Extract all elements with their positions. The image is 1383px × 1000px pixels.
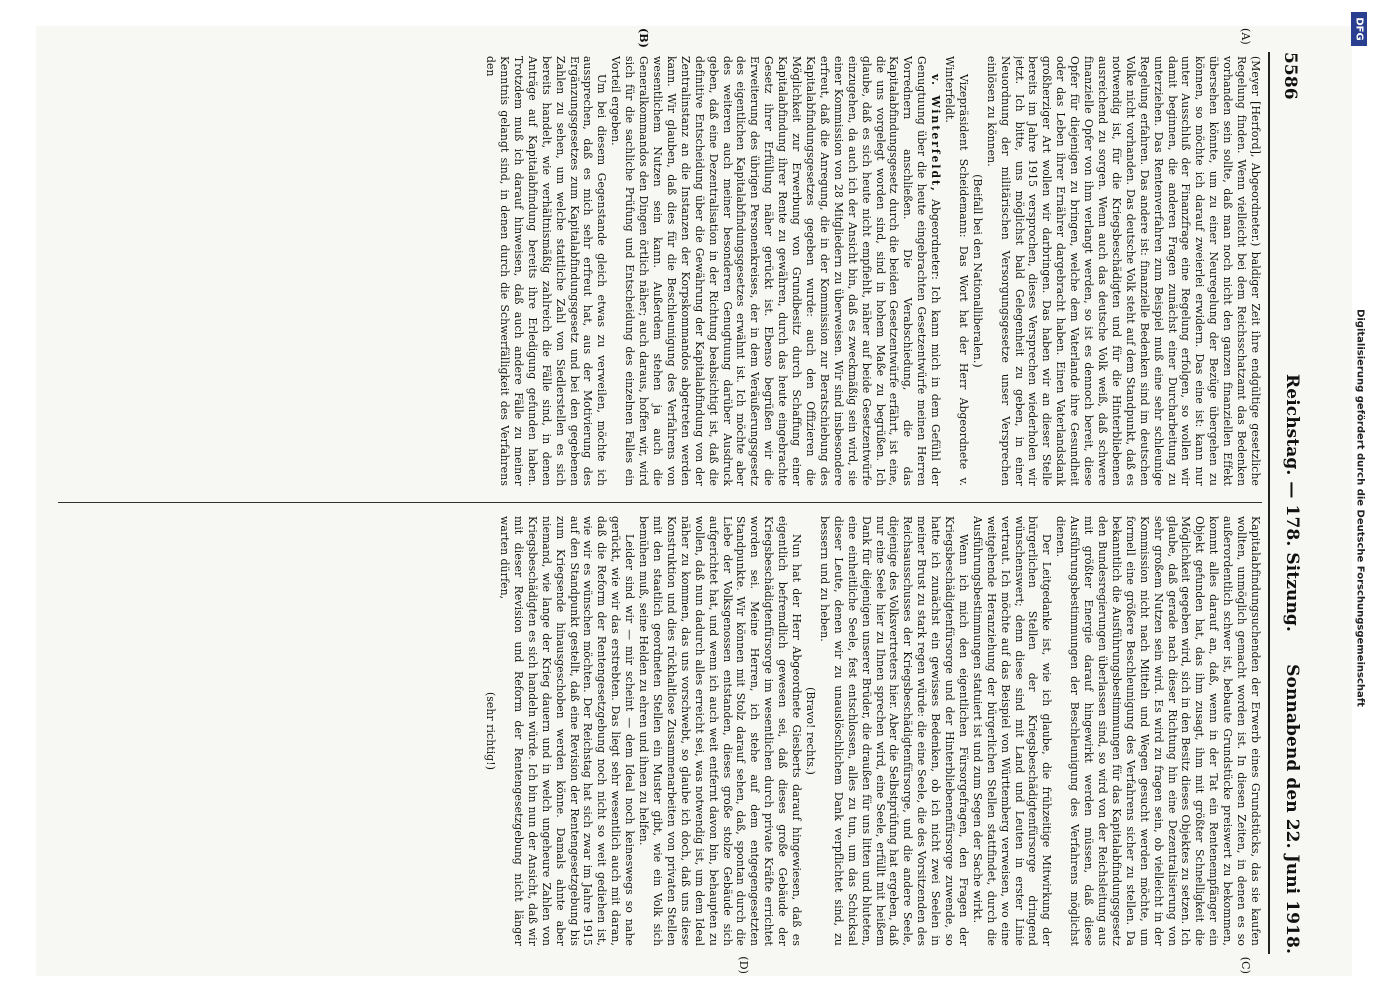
applause-note: (sehr richtig!) (484, 691, 498, 771)
margin-mark-d: (D) (737, 956, 750, 974)
margin-mark-b: (B) (637, 28, 650, 49)
page-number: 5586 (1280, 52, 1300, 100)
digitization-watermark (1340, 8, 1380, 998)
paragraph: Leider sind wir — mir scheint — dem Ideal noch keineswegs so nahe gerückt, wie wir das erstrebten. Das liegt sehr wesentlich auch mit daran, daß die Reform der Rentengesetzgebung noch nicht so weit gediehen ist, wie wir es wünschen möchten. Der Reichstag hat sich zwar im Jahre 1915 auf den Standpunkt gestellt, daß eine Revision der Rentengesetzgebung bis zum Kriegsende hinausgeschoben werden könne. Damals ahnte aber niemand, wie lange der Krieg dauern und in welch ungeheure Zahlen von Kriegsbeschädigten es sich handeln würde. Ich bin nun der Ansicht, daß wir mit dieser Revision und Reform der Rentengesetzgebung nicht länger warten dürfen, (498, 516, 637, 946)
applause-note: (Beifall bei den Nationalliberalen.) (970, 174, 984, 368)
watermark-text: Digitalisierung gefördert durch die Deutsche Forschungsgemeinschaft (1354, 309, 1366, 707)
paragraph: Nun hat der Herr Abgeordnete Giesberts darauf hingewiesen, daß es eigentlich befremdlich gewesen sei, daß dieses große Gebäude der Kriegsbeschädigtenfürsorge im wesentlichen durch private Kräfte errichtet worden sei. Meine Herren, ich stehe auf dem entgegengesetzten Standpunkte. Wir können mit Stolz darauf sehen, daß, spontan durch die Liebe der Volksgenossen entstanden, dieses große stolze Gebäude sich aufgerichtet hat, und wenn ich auch weit entfernt davon bin, behaupten zu wollen, daß nun dadurch alles erreicht sei, was notwendig ist, um dem Ideal näher zu kommen, das uns vorschwebt, so glaube ich doch, daß uns diese Konstruktion und dies rückhaltlose Zusammenarbeiten von privaten Stellen mit den staatlich geordneten Stellen ein Muster gibt, wie ein Volk sich bemühen muß, seine Helden zu ehren und ihnen zu helfen. (637, 516, 804, 946)
left-column (58, 56, 1262, 486)
speaker-tag: (Meyer [Herford], Abgeordneter.) (1249, 56, 1262, 247)
paragraph: Um bei diesem Gegenstande gleich etwas zu verweilen, möchte ich aussprechen, daß es mich sehr erfreut hat, aus der Motivierung des Ergänzungsgesetzes zum Kapitalabfindungsgesetz und bei den gegebenen Zahlen zu sehen, um welche stattliche Zahl von Siedlerstellen es sich bereits handelt, wie verhältnismäßig zahlreich die Fälle sind, in denen Anträge auf Kapitalabfindung bereits ihre Erledigung gefunden haben. Trotzdem muß ich darauf hinweisen, daß auch andere Fälle zu meiner Kenntnis gelangt sind, in denen durch die Schwerfälligkeit des Verfahrens den (484, 56, 609, 486)
paragraph (608, 56, 942, 486)
speaker-name: v. Winterfeldt, (929, 74, 943, 193)
column-divider (58, 502, 1262, 503)
session-date: Sonnabend den 22. Juni 1918. (1282, 664, 1302, 954)
header-rule (1268, 52, 1270, 954)
paragraph: Kapitalabfindungsuchenden der Erwerb eines Grundstücks, das sie kaufen wollten, unmöglich gemacht worden ist. In diesen Zeiten, in denen es so außerordentlich schwer ist, bebaute Grundstücke preiswert zu bekommen, kommt alles darauf an, daß, wenn in der Tat ein Rentenempfänger ein Objekt gefunden hat, das ihm zusagt, ihm mit größter Schnelligkeit die Möglichkeit gegeben wird, sich in den Besitz dieses Objektes zu setzen. Ich glaube, daß gerade nach dieser Richtung hin eine Dezentralisierung von sehr großem Nutzen sein wird. Es wird zu fragen sein, ob vielleicht in der Kommission nicht nach Mitteln und Wegen gesucht werden möchte, um formell eine größere Beschleunigung des Verfahrens sicher zu stellen. Da bekanntlich die Ausführungsbestimmungen für das Kapitalabfindungsgesetz den Bundesregierungen überlassen sind, so wird von der Reichsleitung aus mit größter Energie darauf hingewirkt werden müssen, daß diese Ausführungsbestimmungen der Beschleunigung des Verfahrens möglichst dienen. (1054, 516, 1262, 946)
paragraph: Vizepräsident Scheidemann: Das Wort hat der Herr Abgeordnete v. Winterfeldt. (943, 56, 970, 486)
margin-mark-c: (C) (1239, 956, 1252, 974)
dfg-logo: DFG (1351, 12, 1367, 46)
scanned-page (36, 26, 1352, 976)
paragraph: Wenn ich mich den eigentlichen Fürsorgefragen, den Fragen der Kriegsbeschädigtenfürsorge und der Hinterbliebenenfürsorge zuwende, so hatte ich zunächst ein gewisses Bedenken, ob ich nicht zwei Seelen in meiner Brust zu stark regen würde: die eine Seele, die des Vorsitzenden des Reichsausschusses der Kriegsbeschädigtenfürsorge, und die andere Seele, diejenige des Volksvertreters hier. Aber die Selbstprüfung hat ergeben, daß nur eine Seele hier zu Ihnen sprechen wird, eine Seele, erfüllt mit heißem Dank für diejenigen unserer Brüder, die draußen für uns litten und bluteten, eine einheitliche Seele, fest entschlossen, alles zu tun, um das Schicksal dieser Leute, denen wir zu unauslöschlichem Dank verpflichtet sind, zu bessern und zu heben. (817, 516, 970, 946)
right-column (58, 516, 1262, 946)
paragraph-text: baldiger Zeit ihre endgültige gesetzliche Regelung finden. Wenn vielleicht bei dem Reichsschatzamt das Bedenken vorhanden sein sollte, daß man noch nicht den ganzen finanziellen Effekt übersehen könnte, um zu einer Neuregelung der Bezüge übergehen zu können, so möchte ich darauf zweierlei erwidern. Das eine ist: kann nur unter Ausschluß der Finanzfrage eine Regelung erfolgen, so wollen wir damit beginnen, die anderen Fragen zunächst einer Durcharbeitung zu unterziehen. Das Rentenverfahren zum Beispiel muß eine sehr schleunige Regelung erfahren. Das andere ist: finanzielle Bedenken sind im deutschen Volke nicht vorhanden. Das deutsche Volk steht auf dem Standpunkt, daß es notwendig ist, für die Kriegsbeschädigten und für die Hinterbliebenen ausreichend zu sorgen. Wenn auch das deutsche Volk weiß, daß schwere finanzielle Opfer von ihm verlangt werden, so ist es dennoch bereit, diese Opfer für diejenigen zu bringen, welche dem Vaterlande ihre Gesundheit oder das Leben ihrer Ernährer dargebracht haben. Einen Vaterlandsdank großherziger Art wollen wir darbringen. Das haben wir an dieser Stelle bereits im Jahre 1915 versprochen, dieses Versprechen wiederholen wir jetzt. Ich bitte, uns möglichst bald Gelegenheit zu geben, in einer Neuordnung der militärischen Versorgungsgesetze unser Versprechen einlösen zu können. (984, 56, 1262, 486)
paragraph: Der Leitgedanke ist, wie ich glaube, die frühzeitige Mitwirkung der bürgerlichen Stellen der Kriegsbeschädigtenfürsorge dringend wünschenswert; denn diese sind mit Land und Leuten in erster Linie vertraut. Ich möchte auf das Beispiel von Württemberg verweisen, wo eine weitgehende Heranziehung der bürgerlichen Stellen stattfindet, durch die Ausführungsbestimmungen statuiert ist und zum Segen der Sache wirkt. (970, 516, 1054, 946)
page-title: Reichstag. — 178. Sitzung. (1282, 374, 1302, 632)
rotated-page (44, 26, 1310, 976)
applause-note: (Bravo! rechts.) (804, 687, 817, 775)
page-header (1270, 52, 1300, 954)
margin-mark-a: (A) (1239, 28, 1252, 45)
paragraph (984, 56, 1262, 486)
paragraph-text: Abgeordneter: Ich kann mich in dem Gefühl der Genugtuung über die heute eingebrachten Gesetzentwürfe meinen Herren Vorrednern anschließen. Die Verabschiedung, die das Kapitalabfindungsgesetz durch die beiden Gesetzentwürfe erfährt, ist eine, die uns vorgelegt worden sind, sind in hohem Maße zu begrüßen. Ich glaube, daß es sich heute nicht empfiehlt, näher auf beide Gesetzentwürfe einzugehen, da auch ich der Ansicht bin, daß es zweckmäßig sein wird, sie einer Kommission von 28 Mitgliedern zu überweisen. Wir sind insbesondere erfreut, daß die Anregung, die in der Kommission zur Beratschiebung des Kapitalabfindungsgesetzes gegeben wurde: auch den Offizieren die Möglichkeit zur Erwerbung von Grundbesitz durch Schaffung einer Kapitalabfindung ihrer Rente zu gewähren, durch das heute eingebrachte Gesetz ihrer Erfüllung näher gerückt ist. Ebenso begrüßen wir die Erweiterung des übrigen Personenkreises, der in dem Veräußerungsgesetz des eigentlichen Kapitalabfindungsgesetzes erwähnt ist. Ich möchte aber des weiteren auch meiner besonderen Genugtuung darüber Ausdruck geben, daß eine Dezentralisation in der Richtung beabsichtigt ist, daß die definitive Entscheidung über die Gewährung der Kapitalabfindung von der Zentralinstanz an die Instanzen der Korpskommandos abgetreten werden kann. Wir glauben, daß dies für die Beschleunigung des Verfahrens von wesentlichem Nutzen sein kann. Außerdem stehen ja auch die Generalkommandos den Dingen örtlich näher; auch daraus, hoffen wir, wird sich für die sachliche Prüfung und Entscheidung des einzelnen Falles ein Vorteil ergeben. (609, 56, 943, 486)
